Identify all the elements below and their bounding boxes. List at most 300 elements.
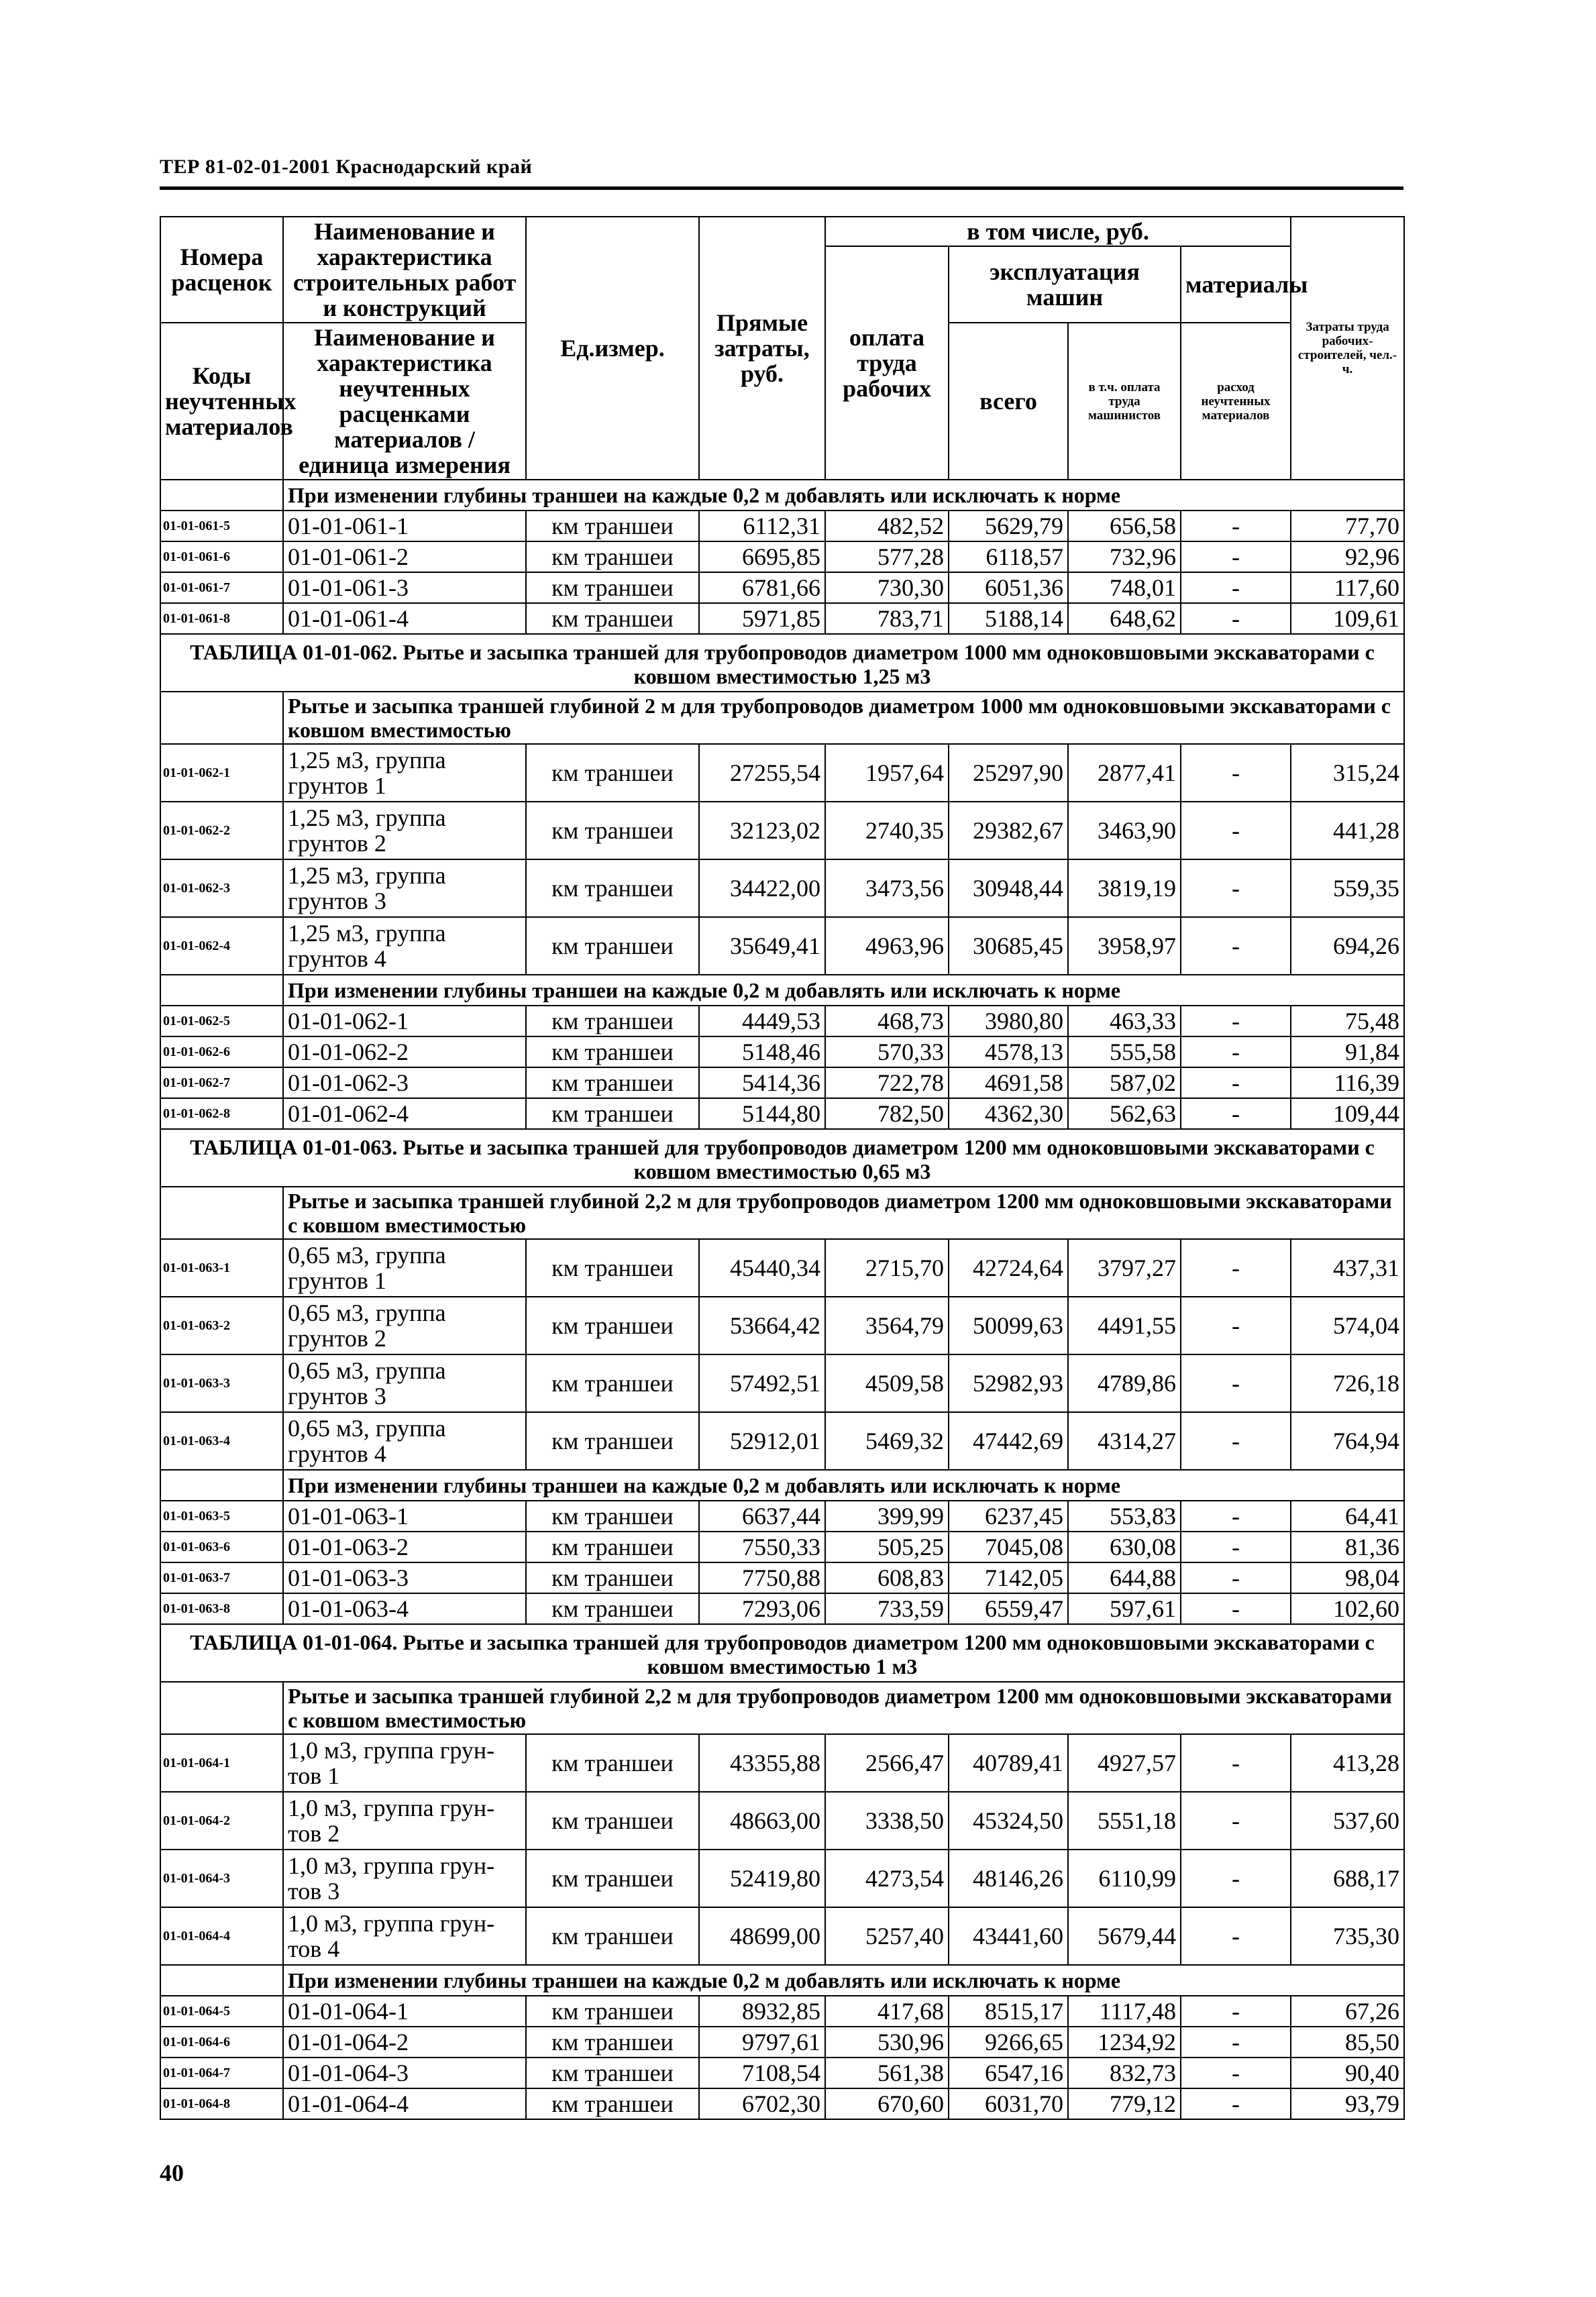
labor-pay-cell: 733,59 bbox=[825, 1593, 949, 1624]
labor-pay-cell: 417,68 bbox=[825, 1996, 949, 2027]
soil-group-label: грунтов 1 bbox=[288, 1267, 386, 1294]
base-rate-cell: 01-01-064-1 bbox=[283, 1996, 526, 2027]
base-rate-cell: 01-01-062-2 bbox=[283, 1036, 526, 1067]
table-row bbox=[160, 1532, 1404, 1562]
operator-pay-cell: 3797,27 bbox=[1068, 1239, 1181, 1297]
direct-cost-cell: 5144,80 bbox=[699, 1098, 825, 1129]
labor-pay-cell: 4963,96 bbox=[825, 917, 949, 975]
soil-group-label: тов 4 bbox=[288, 1935, 340, 1962]
worker-hours-cell: 574,04 bbox=[1291, 1297, 1404, 1354]
machine-total-cell: 6031,70 bbox=[949, 2088, 1068, 2119]
machine-total-cell: 30948,44 bbox=[949, 859, 1068, 917]
material-cell: - bbox=[1181, 2088, 1291, 2119]
direct-cost-cell: 48663,00 bbox=[699, 1792, 825, 1850]
direct-cost-cell: 6695,85 bbox=[699, 541, 825, 572]
machine-total-cell: 48146,26 bbox=[949, 1850, 1068, 1907]
worker-hours-cell: 91,84 bbox=[1291, 1036, 1404, 1067]
work-description-cell bbox=[283, 1907, 526, 1965]
direct-cost-cell: 5414,36 bbox=[699, 1067, 825, 1098]
table-row bbox=[160, 1006, 1404, 1036]
note-row bbox=[160, 1965, 1404, 1996]
material-cell: - bbox=[1181, 572, 1291, 603]
operator-pay-cell: 555,58 bbox=[1068, 1036, 1181, 1067]
rate-code-cell: 01-01-063-3 bbox=[160, 1354, 283, 1412]
rate-code-cell: 01-01-062-8 bbox=[160, 1098, 283, 1129]
worker-hours-cell: 75,48 bbox=[1291, 1006, 1404, 1036]
operator-pay-cell: 1234,92 bbox=[1068, 2027, 1181, 2058]
labor-pay-cell: 3473,56 bbox=[825, 859, 949, 917]
rate-code-cell: 01-01-064-1 bbox=[160, 1734, 283, 1792]
rate-code-cell: 01-01-064-8 bbox=[160, 2088, 283, 2119]
machine-total-cell: 3980,80 bbox=[949, 1006, 1068, 1036]
worker-hours-cell: 81,36 bbox=[1291, 1532, 1404, 1562]
soil-group-label: грунтов 3 bbox=[288, 888, 386, 914]
soil-group-label: тов 1 bbox=[288, 1762, 340, 1789]
operator-pay-cell: 4314,27 bbox=[1068, 1412, 1181, 1470]
direct-cost-cell: 9797,61 bbox=[699, 2027, 825, 2058]
direct-cost-cell: 6702,30 bbox=[699, 2088, 825, 2119]
unit-cell: км траншеи bbox=[526, 2058, 699, 2088]
unit-cell: км траншеи bbox=[526, 1501, 699, 1532]
rate-code-cell: 01-01-063-8 bbox=[160, 1593, 283, 1624]
depth-change-note: При изменении глубины траншеи на каждые 0,2 м добавлять или исключать к норме bbox=[283, 480, 1404, 511]
rate-code-cell: 01-01-064-2 bbox=[160, 1792, 283, 1850]
machine-total-cell: 6547,16 bbox=[949, 2058, 1068, 2088]
soil-group-label: тов 3 bbox=[288, 1878, 340, 1905]
machine-total-cell: 7142,05 bbox=[949, 1562, 1068, 1593]
table-title: ТАБЛИЦА 01-01-063. Рытье и засыпка траншей для трубопроводов диаметром 1200 мм одноковшовыми экскаваторами с ковшом вместимостью 0,65 м3 bbox=[160, 1129, 1404, 1187]
col-material-name: Наименование и характеристика неучтенных расценками материалов / единица измерения bbox=[283, 323, 526, 480]
col-materials: материалы bbox=[1181, 246, 1291, 323]
note-row bbox=[160, 1470, 1404, 1501]
labor-pay-cell: 3338,50 bbox=[825, 1792, 949, 1850]
worker-hours-cell: 85,50 bbox=[1291, 2027, 1404, 2058]
direct-cost-cell: 43355,88 bbox=[699, 1734, 825, 1792]
direct-cost-cell: 5971,85 bbox=[699, 603, 825, 634]
unit-cell: км траншеи bbox=[526, 1067, 699, 1098]
labor-pay-cell: 608,83 bbox=[825, 1562, 949, 1593]
operator-pay-cell: 644,88 bbox=[1068, 1562, 1181, 1593]
table-row bbox=[160, 2027, 1404, 2058]
direct-cost-cell: 52912,01 bbox=[699, 1412, 825, 1470]
col-worker-hours: Затраты труда рабочих-строителей, чел.-ч. bbox=[1291, 217, 1404, 480]
rate-code-cell: 01-01-063-2 bbox=[160, 1297, 283, 1354]
header-rule bbox=[160, 186, 1403, 190]
table-row bbox=[160, 1996, 1404, 2027]
table-row bbox=[160, 603, 1404, 634]
rate-code-cell: 01-01-062-3 bbox=[160, 859, 283, 917]
table-row bbox=[160, 541, 1404, 572]
table-row bbox=[160, 572, 1404, 603]
material-cell: - bbox=[1181, 744, 1291, 802]
empty-code-cell bbox=[160, 1187, 283, 1239]
labor-pay-cell: 577,28 bbox=[825, 541, 949, 572]
direct-cost-cell: 7108,54 bbox=[699, 2058, 825, 2088]
worker-hours-cell: 109,44 bbox=[1291, 1098, 1404, 1129]
direct-cost-cell: 48699,00 bbox=[699, 1907, 825, 1965]
machine-total-cell: 4578,13 bbox=[949, 1036, 1068, 1067]
base-rate-cell: 01-01-061-3 bbox=[283, 572, 526, 603]
operator-pay-cell: 553,83 bbox=[1068, 1501, 1181, 1532]
operator-pay-cell: 779,12 bbox=[1068, 2088, 1181, 2119]
direct-cost-cell: 27255,54 bbox=[699, 744, 825, 802]
operator-pay-cell: 4927,57 bbox=[1068, 1734, 1181, 1792]
labor-pay-cell: 2566,47 bbox=[825, 1734, 949, 1792]
worker-hours-cell: 413,28 bbox=[1291, 1734, 1404, 1792]
labor-pay-cell: 482,52 bbox=[825, 511, 949, 541]
capacity-label: 0,65 м3, группа bbox=[288, 1242, 446, 1269]
worker-hours-cell: 437,31 bbox=[1291, 1239, 1404, 1297]
direct-cost-cell: 6112,31 bbox=[699, 511, 825, 541]
base-rate-cell: 01-01-063-2 bbox=[283, 1532, 526, 1562]
machine-total-cell: 45324,50 bbox=[949, 1792, 1068, 1850]
table-row bbox=[160, 1354, 1404, 1412]
rate-code-cell: 01-01-061-6 bbox=[160, 541, 283, 572]
unit-cell: км траншеи bbox=[526, 603, 699, 634]
material-cell: - bbox=[1181, 1734, 1291, 1792]
direct-cost-cell: 7293,06 bbox=[699, 1593, 825, 1624]
base-rate-cell: 01-01-062-4 bbox=[283, 1098, 526, 1129]
machine-total-cell: 29382,67 bbox=[949, 802, 1068, 859]
material-cell: - bbox=[1181, 802, 1291, 859]
work-description-cell bbox=[283, 1792, 526, 1850]
machine-total-cell: 30685,45 bbox=[949, 917, 1068, 975]
capacity-label: 1,0 м3, группа грун- bbox=[288, 1910, 495, 1937]
empty-code-cell bbox=[160, 1470, 283, 1501]
base-rate-cell: 01-01-063-1 bbox=[283, 1501, 526, 1532]
material-cell: - bbox=[1181, 511, 1291, 541]
col-work-name: Наименование и характеристика строительных работ и конструкций bbox=[283, 217, 526, 323]
table-row bbox=[160, 2058, 1404, 2088]
operator-pay-cell: 562,63 bbox=[1068, 1098, 1181, 1129]
worker-hours-cell: 77,70 bbox=[1291, 511, 1404, 541]
section-title: Рытье и засыпка траншей глубиной 2,2 м для трубопроводов диаметром 1200 мм одноковшовыми экскаваторами с ковшом вместимостью bbox=[283, 1187, 1404, 1239]
machine-total-cell: 4691,58 bbox=[949, 1067, 1068, 1098]
table-row bbox=[160, 2088, 1404, 2119]
depth-change-note: При изменении глубины траншеи на каждые 0,2 м добавлять или исключать к норме bbox=[283, 975, 1404, 1006]
unit-cell: км траншеи bbox=[526, 1907, 699, 1965]
work-description-cell bbox=[283, 1850, 526, 1907]
material-cell: - bbox=[1181, 1593, 1291, 1624]
col-material-codes: Коды неучтенных материалов bbox=[160, 323, 283, 480]
operator-pay-cell: 2877,41 bbox=[1068, 744, 1181, 802]
worker-hours-cell: 735,30 bbox=[1291, 1907, 1404, 1965]
table-row bbox=[160, 1067, 1404, 1098]
work-description-cell bbox=[283, 744, 526, 802]
capacity-label: 1,25 м3, группа bbox=[288, 862, 446, 889]
labor-pay-cell: 4273,54 bbox=[825, 1850, 949, 1907]
labor-pay-cell: 530,96 bbox=[825, 2027, 949, 2058]
direct-cost-cell: 6781,66 bbox=[699, 572, 825, 603]
labor-pay-cell: 1957,64 bbox=[825, 744, 949, 802]
worker-hours-cell: 559,35 bbox=[1291, 859, 1404, 917]
material-cell: - bbox=[1181, 1239, 1291, 1297]
material-cell: - bbox=[1181, 1996, 1291, 2027]
base-rate-cell: 01-01-061-4 bbox=[283, 603, 526, 634]
col-including: в том числе, руб. bbox=[825, 217, 1291, 246]
col-machines-total: всего bbox=[949, 323, 1068, 480]
table-row bbox=[160, 1734, 1404, 1792]
col-rate-numbers: Номера расценок bbox=[160, 217, 283, 323]
unit-cell: км траншеи bbox=[526, 1297, 699, 1354]
direct-cost-cell: 5148,46 bbox=[699, 1036, 825, 1067]
work-description-cell bbox=[283, 1239, 526, 1297]
col-labor-pay: оплата труда рабочих bbox=[825, 246, 949, 480]
rate-code-cell: 01-01-063-5 bbox=[160, 1501, 283, 1532]
worker-hours-cell: 694,26 bbox=[1291, 917, 1404, 975]
machine-total-cell: 6118,57 bbox=[949, 541, 1068, 572]
worker-hours-cell: 64,41 bbox=[1291, 1501, 1404, 1532]
table-row bbox=[160, 511, 1404, 541]
material-cell: - bbox=[1181, 2027, 1291, 2058]
machine-total-cell: 8515,17 bbox=[949, 1996, 1068, 2027]
material-cell: - bbox=[1181, 603, 1291, 634]
material-cell: - bbox=[1181, 1850, 1291, 1907]
unit-cell: км траншеи bbox=[526, 572, 699, 603]
worker-hours-cell: 688,17 bbox=[1291, 1850, 1404, 1907]
soil-group-label: грунтов 4 bbox=[288, 945, 386, 972]
section-row bbox=[160, 1682, 1404, 1734]
empty-code-cell bbox=[160, 975, 283, 1006]
table-title-row bbox=[160, 1624, 1404, 1682]
unit-cell: км траншеи bbox=[526, 744, 699, 802]
material-cell: - bbox=[1181, 1036, 1291, 1067]
work-description-cell bbox=[283, 917, 526, 975]
unit-cell: км траншеи bbox=[526, 1036, 699, 1067]
capacity-label: 1,25 м3, группа bbox=[288, 920, 446, 947]
table-row bbox=[160, 1562, 1404, 1593]
rate-code-cell: 01-01-064-7 bbox=[160, 2058, 283, 2088]
rate-code-cell: 01-01-061-8 bbox=[160, 603, 283, 634]
capacity-label: 1,25 м3, группа bbox=[288, 804, 446, 831]
depth-change-note: При изменении глубины траншеи на каждые 0,2 м добавлять или исключать к норме bbox=[283, 1965, 1404, 1996]
material-cell: - bbox=[1181, 2058, 1291, 2088]
material-cell: - bbox=[1181, 1354, 1291, 1412]
labor-pay-cell: 5469,32 bbox=[825, 1412, 949, 1470]
rate-code-cell: 01-01-062-5 bbox=[160, 1006, 283, 1036]
operator-pay-cell: 748,01 bbox=[1068, 572, 1181, 603]
rate-code-cell: 01-01-061-5 bbox=[160, 511, 283, 541]
soil-group-label: тов 2 bbox=[288, 1820, 340, 1847]
labor-pay-cell: 468,73 bbox=[825, 1006, 949, 1036]
col-machine-operation: эксплуатация машин bbox=[949, 246, 1181, 323]
material-cell: - bbox=[1181, 1297, 1291, 1354]
operator-pay-cell: 6110,99 bbox=[1068, 1850, 1181, 1907]
note-row bbox=[160, 975, 1404, 1006]
rate-code-cell: 01-01-061-7 bbox=[160, 572, 283, 603]
labor-pay-cell: 2740,35 bbox=[825, 802, 949, 859]
soil-group-label: грунтов 1 bbox=[288, 772, 386, 799]
unit-cell: км траншеи bbox=[526, 1239, 699, 1297]
capacity-label: 0,65 м3, группа bbox=[288, 1357, 446, 1384]
unit-cell: км траншеи bbox=[526, 1006, 699, 1036]
labor-pay-cell: 782,50 bbox=[825, 1098, 949, 1129]
table-row bbox=[160, 859, 1404, 917]
section-row bbox=[160, 692, 1404, 744]
worker-hours-cell: 93,79 bbox=[1291, 2088, 1404, 2119]
base-rate-cell: 01-01-064-4 bbox=[283, 2088, 526, 2119]
worker-hours-cell: 90,40 bbox=[1291, 2058, 1404, 2088]
empty-code-cell bbox=[160, 692, 283, 744]
soil-group-label: грунтов 2 bbox=[288, 830, 386, 857]
operator-pay-cell: 5551,18 bbox=[1068, 1792, 1181, 1850]
rates-table bbox=[160, 216, 1405, 2120]
soil-group-label: грунтов 3 bbox=[288, 1383, 386, 1409]
rate-code-cell: 01-01-062-6 bbox=[160, 1036, 283, 1067]
page-header: ТЕР 81-02-01-2001 Краснодарский край bbox=[160, 156, 533, 178]
unit-cell: км траншеи bbox=[526, 1562, 699, 1593]
worker-hours-cell: 441,28 bbox=[1291, 802, 1404, 859]
unit-cell: км траншеи bbox=[526, 1412, 699, 1470]
labor-pay-cell: 399,99 bbox=[825, 1501, 949, 1532]
depth-change-note: При изменении глубины траншеи на каждые 0,2 м добавлять или исключать к норме bbox=[283, 1470, 1404, 1501]
labor-pay-cell: 4509,58 bbox=[825, 1354, 949, 1412]
work-description-cell bbox=[283, 1297, 526, 1354]
base-rate-cell: 01-01-062-1 bbox=[283, 1006, 526, 1036]
operator-pay-cell: 5679,44 bbox=[1068, 1907, 1181, 1965]
labor-pay-cell: 730,30 bbox=[825, 572, 949, 603]
unit-cell: км траншеи bbox=[526, 859, 699, 917]
material-cell: - bbox=[1181, 859, 1291, 917]
operator-pay-cell: 587,02 bbox=[1068, 1067, 1181, 1098]
machine-total-cell: 6237,45 bbox=[949, 1501, 1068, 1532]
material-cell: - bbox=[1181, 1907, 1291, 1965]
note-row bbox=[160, 480, 1404, 511]
unit-cell: км траншеи bbox=[526, 1792, 699, 1850]
table-row bbox=[160, 1098, 1404, 1129]
labor-pay-cell: 5257,40 bbox=[825, 1907, 949, 1965]
unit-cell: км траншеи bbox=[526, 1850, 699, 1907]
col-direct-costs: Прямые затраты, руб. bbox=[699, 217, 825, 480]
table-row bbox=[160, 744, 1404, 802]
labor-pay-cell: 561,38 bbox=[825, 2058, 949, 2088]
labor-pay-cell: 570,33 bbox=[825, 1036, 949, 1067]
table-row bbox=[160, 1412, 1404, 1470]
operator-pay-cell: 4789,86 bbox=[1068, 1354, 1181, 1412]
base-rate-cell: 01-01-062-3 bbox=[283, 1067, 526, 1098]
operator-pay-cell: 732,96 bbox=[1068, 541, 1181, 572]
operator-pay-cell: 463,33 bbox=[1068, 1006, 1181, 1036]
worker-hours-cell: 315,24 bbox=[1291, 744, 1404, 802]
operator-pay-cell: 1117,48 bbox=[1068, 1996, 1181, 2027]
machine-total-cell: 42724,64 bbox=[949, 1239, 1068, 1297]
machine-total-cell: 5188,14 bbox=[949, 603, 1068, 634]
worker-hours-cell: 726,18 bbox=[1291, 1354, 1404, 1412]
empty-code-cell bbox=[160, 480, 283, 511]
rate-code-cell: 01-01-064-6 bbox=[160, 2027, 283, 2058]
rate-code-cell: 01-01-064-3 bbox=[160, 1850, 283, 1907]
material-cell: - bbox=[1181, 1067, 1291, 1098]
work-description-cell bbox=[283, 802, 526, 859]
direct-cost-cell: 45440,34 bbox=[699, 1239, 825, 1297]
material-cell: - bbox=[1181, 1501, 1291, 1532]
section-title: Рытье и засыпка траншей глубиной 2,2 м для трубопроводов диаметром 1200 мм одноковшовыми экскаваторами с ковшом вместимостью bbox=[283, 1682, 1404, 1734]
labor-pay-cell: 2715,70 bbox=[825, 1239, 949, 1297]
direct-cost-cell: 8932,85 bbox=[699, 1996, 825, 2027]
material-cell: - bbox=[1181, 1006, 1291, 1036]
base-rate-cell: 01-01-063-3 bbox=[283, 1562, 526, 1593]
unit-cell: км траншеи bbox=[526, 2088, 699, 2119]
worker-hours-cell: 109,61 bbox=[1291, 603, 1404, 634]
table-row bbox=[160, 802, 1404, 859]
work-description-cell bbox=[283, 1734, 526, 1792]
section-row bbox=[160, 1187, 1404, 1239]
material-cell: - bbox=[1181, 917, 1291, 975]
machine-total-cell: 52982,93 bbox=[949, 1354, 1068, 1412]
unit-cell: км траншеи bbox=[526, 511, 699, 541]
worker-hours-cell: 102,60 bbox=[1291, 1593, 1404, 1624]
direct-cost-cell: 4449,53 bbox=[699, 1006, 825, 1036]
rate-code-cell: 01-01-064-4 bbox=[160, 1907, 283, 1965]
rate-code-cell: 01-01-062-1 bbox=[160, 744, 283, 802]
unit-cell: км траншеи bbox=[526, 1354, 699, 1412]
capacity-label: 1,25 м3, группа bbox=[288, 747, 446, 773]
capacity-label: 1,0 м3, группа грун- bbox=[288, 1795, 495, 1821]
machine-total-cell: 50099,63 bbox=[949, 1297, 1068, 1354]
col-unit: Ед.измер. bbox=[526, 217, 699, 480]
table-row bbox=[160, 1593, 1404, 1624]
labor-pay-cell: 505,25 bbox=[825, 1532, 949, 1562]
operator-pay-cell: 630,08 bbox=[1068, 1532, 1181, 1562]
table-title: ТАБЛИЦА 01-01-062. Рытье и засыпка траншей для трубопроводов диаметром 1000 мм одноковшовыми экскаваторами с ковшом вместимостью 1,25 м3 bbox=[160, 634, 1404, 692]
unit-cell: км траншеи bbox=[526, 917, 699, 975]
direct-cost-cell: 7550,33 bbox=[699, 1532, 825, 1562]
material-cell: - bbox=[1181, 1098, 1291, 1129]
unit-cell: км траншеи bbox=[526, 1734, 699, 1792]
operator-pay-cell: 3463,90 bbox=[1068, 802, 1181, 859]
labor-pay-cell: 3564,79 bbox=[825, 1297, 949, 1354]
machine-total-cell: 40789,41 bbox=[949, 1734, 1068, 1792]
unit-cell: км траншеи bbox=[526, 1996, 699, 2027]
worker-hours-cell: 117,60 bbox=[1291, 572, 1404, 603]
operator-pay-cell: 3958,97 bbox=[1068, 917, 1181, 975]
table-row bbox=[160, 1036, 1404, 1067]
empty-code-cell bbox=[160, 1965, 283, 1996]
table-row bbox=[160, 1297, 1404, 1354]
operator-pay-cell: 597,61 bbox=[1068, 1593, 1181, 1624]
labor-pay-cell: 670,60 bbox=[825, 2088, 949, 2119]
capacity-label: 0,65 м3, группа bbox=[288, 1415, 446, 1442]
machine-total-cell: 9266,65 bbox=[949, 2027, 1068, 2058]
work-description-cell bbox=[283, 1412, 526, 1470]
material-cell: - bbox=[1181, 1412, 1291, 1470]
operator-pay-cell: 4491,55 bbox=[1068, 1297, 1181, 1354]
worker-hours-cell: 98,04 bbox=[1291, 1562, 1404, 1593]
capacity-label: 1,0 м3, группа грун- bbox=[288, 1737, 495, 1764]
direct-cost-cell: 57492,51 bbox=[699, 1354, 825, 1412]
base-rate-cell: 01-01-063-4 bbox=[283, 1593, 526, 1624]
work-description-cell bbox=[283, 1354, 526, 1412]
material-cell: - bbox=[1181, 541, 1291, 572]
work-description-cell bbox=[283, 859, 526, 917]
rate-code-cell: 01-01-062-4 bbox=[160, 917, 283, 975]
capacity-label: 1,0 м3, группа грун- bbox=[288, 1852, 495, 1879]
unit-cell: км траншеи bbox=[526, 1532, 699, 1562]
capacity-label: 0,65 м3, группа bbox=[288, 1299, 446, 1326]
unit-cell: км траншеи bbox=[526, 2027, 699, 2058]
worker-hours-cell: 537,60 bbox=[1291, 1792, 1404, 1850]
base-rate-cell: 01-01-061-1 bbox=[283, 511, 526, 541]
operator-pay-cell: 3819,19 bbox=[1068, 859, 1181, 917]
base-rate-cell: 01-01-061-2 bbox=[283, 541, 526, 572]
material-cell: - bbox=[1181, 1532, 1291, 1562]
direct-cost-cell: 7750,88 bbox=[699, 1562, 825, 1593]
col-operator-pay: в т.ч. оплата труда машинистов bbox=[1068, 323, 1181, 480]
operator-pay-cell: 832,73 bbox=[1068, 2058, 1181, 2088]
unit-cell: км траншеи bbox=[526, 541, 699, 572]
direct-cost-cell: 6637,44 bbox=[699, 1501, 825, 1532]
table-row bbox=[160, 1792, 1404, 1850]
